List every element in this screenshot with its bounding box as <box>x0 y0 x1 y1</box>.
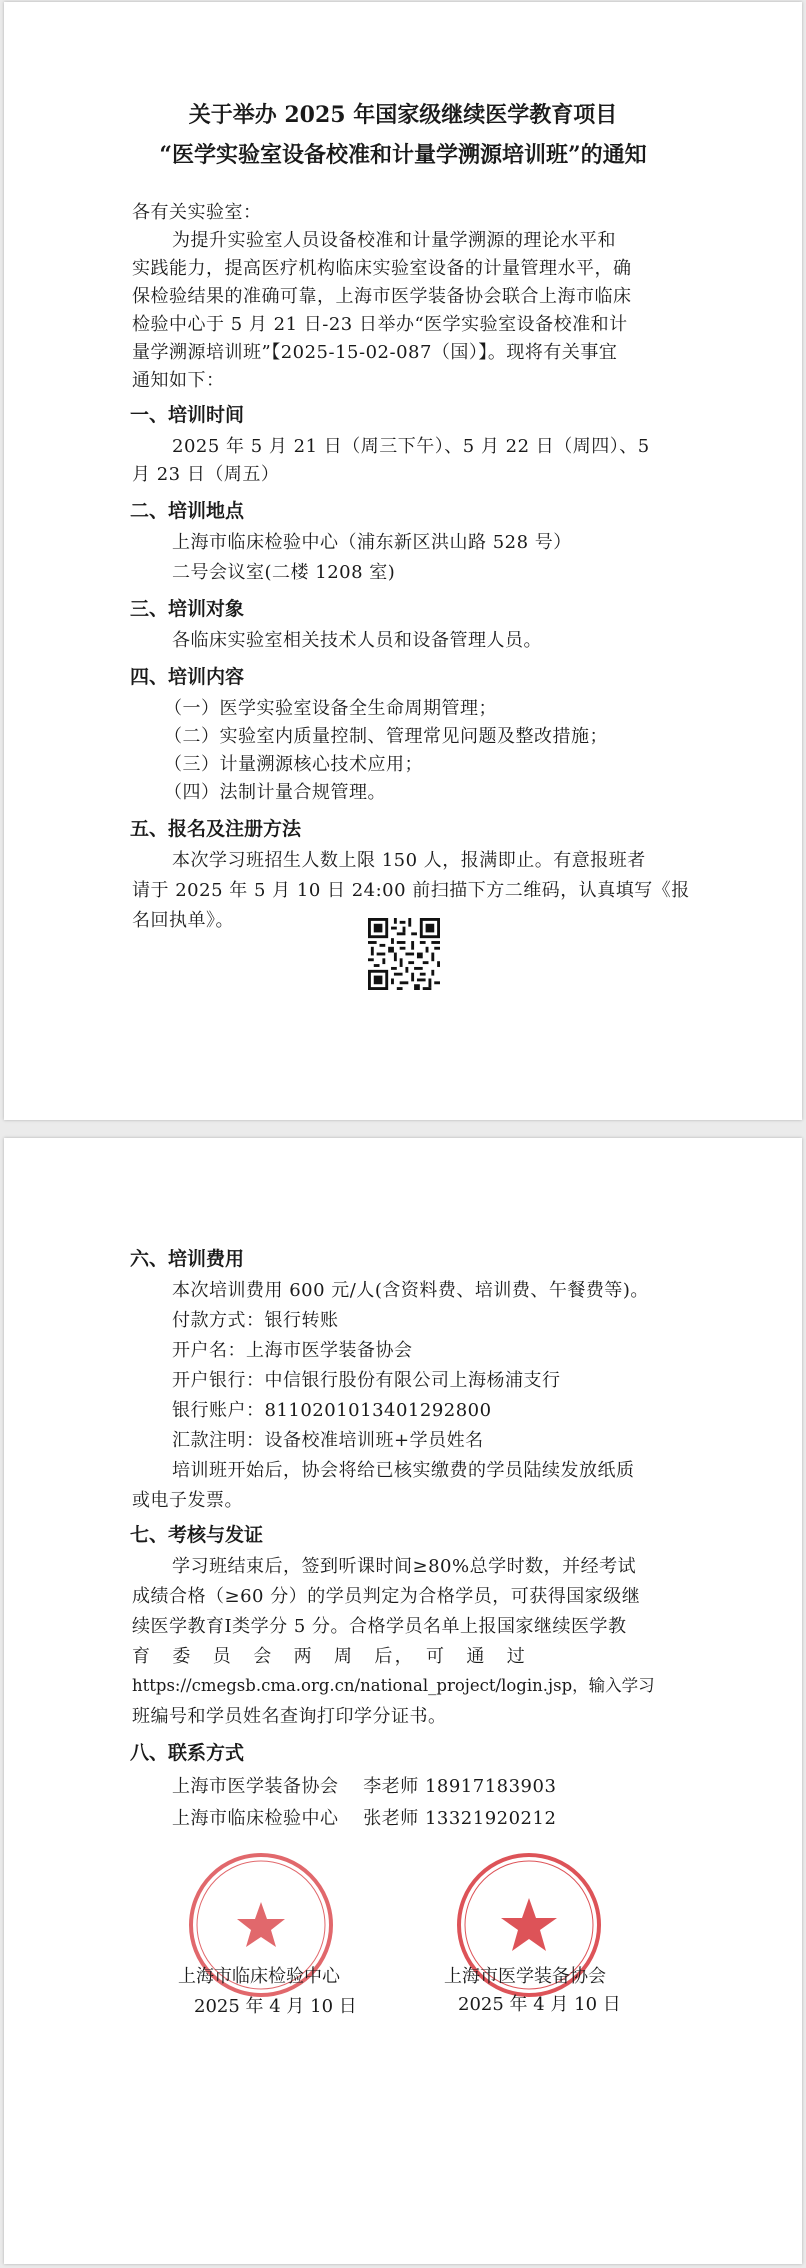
section-line: 成绩合格（≥60 分）的学员判定为合格学员，可获得国家级继 <box>132 1586 641 1607</box>
signature-org-right: 上海市医学装备协会 <box>444 1966 606 1987</box>
section-line: （一）医学实验室设备全生命周期管理； <box>164 698 497 719</box>
section-line: 汇款注明：设备校准培训班+学员姓名 <box>172 1430 484 1451</box>
section-line: 育 委 员 会 两 周 后， 可 通 过 <box>132 1646 527 1667</box>
intro-line-5: 量学溯源培训班”【2025-15-02-087（国）】。现将有关事宜 <box>132 342 618 363</box>
section-heading-registration: 五、报名及注册方法 <box>130 818 302 840</box>
document-page-1 <box>4 2 802 1120</box>
section-line: 班编号和学员姓名查询打印学分证书。 <box>132 1706 447 1727</box>
section-line: 开户银行：中信银行股份有限公司上海杨浦支行 <box>172 1370 561 1391</box>
section-line: （四）法制计量合规管理。 <box>164 782 386 803</box>
section-heading-content: 四、培训内容 <box>130 666 245 688</box>
section-line: 2025 年 5 月 21 日（周三下午）、5 月 22 日（周四）、5 <box>172 436 650 457</box>
section-line: 银行账户：8110201013401292800 <box>172 1400 492 1421</box>
title-line-2: “医学实验室设备校准和计量学溯源培训班”的通知 <box>159 142 647 168</box>
intro-line-6: 通知如下： <box>132 370 225 391</box>
signature-org-left: 上海市临床检验中心 <box>178 1966 340 1987</box>
salutation: 各有关实验室： <box>132 202 262 223</box>
login-url-line: https://cmegsb.cma.org.cn/national_project/login.jsp，输入学习 <box>132 1676 655 1695</box>
section-line: 上海市临床检验中心（浦东新区洪山路 528 号） <box>172 532 572 553</box>
section-line: 请于 2025 年 5 月 10 日 24:00 前扫描下方二维码，认真填写《报 <box>132 880 690 901</box>
document-page-2 <box>4 1138 802 2264</box>
section-line: 学习班结束后，签到听课时间≥80%总学时数，并经考试 <box>172 1556 637 1577</box>
section-line: 本次学习班招生人数上限 150 人，报满即止。有意报班者 <box>172 850 646 871</box>
section-line: 开户名：上海市医学装备协会 <box>172 1340 413 1361</box>
section-line: 续医学教育Ⅰ类学分 5 分。合格学员名单上报国家继续医学教 <box>132 1616 627 1637</box>
signature-date-right: 2025 年 4 月 10 日 <box>458 1994 621 2015</box>
section-line: 二号会议室(二楼 1208 室) <box>172 562 396 583</box>
section-line: （三）计量溯源核心技术应用； <box>164 754 423 775</box>
intro-line-2: 实践能力，提高医疗机构临床实验室设备的计量管理水平，确 <box>132 258 632 279</box>
section-heading-audience: 三、培训对象 <box>130 598 245 620</box>
section-heading-contact: 八、联系方式 <box>130 1742 245 1764</box>
contact-line-2: 上海市临床检验中心 张老师 13321920212 <box>172 1808 557 1829</box>
section-line: 培训班开始后，协会将给已核实缴费的学员陆续发放纸质 <box>172 1460 635 1481</box>
section-line: 名回执单》。 <box>132 910 234 931</box>
contact-line-1: 上海市医学装备协会 李老师 18917183903 <box>172 1776 557 1797</box>
section-heading-time: 一、培训时间 <box>130 404 245 426</box>
section-line: 本次培训费用 600 元/人(含资料费、培训费、午餐费等)。 <box>172 1280 649 1301</box>
signature-date-left: 2025 年 4 月 10 日 <box>194 1996 357 2017</box>
intro-line-3: 保检验结果的准确可靠，上海市医学装备协会联合上海市临床 <box>132 286 632 307</box>
qr-code-icon[interactable] <box>368 918 440 990</box>
section-line: 付款方式：银行转账 <box>172 1310 339 1331</box>
section-heading-location: 二、培训地点 <box>130 500 245 522</box>
intro-line-4: 检验中心于 5 月 21 日-23 日举办“医学实验室设备校准和计 <box>132 314 628 335</box>
section-line: 或电子发票。 <box>132 1490 243 1511</box>
section-heading-assessment: 七、考核与发证 <box>130 1524 264 1546</box>
section-line: （二）实验室内质量控制、管理常见问题及整改措施； <box>164 726 608 747</box>
section-line: 月 23 日（周五） <box>132 464 280 485</box>
section-line: 各临床实验室相关技术人员和设备管理人员。 <box>172 630 542 651</box>
title-line-1: 关于举办 2025 年国家级继续医学教育项目 <box>188 102 618 128</box>
section-heading-fee: 六、培训费用 <box>130 1248 245 1270</box>
intro-line-1: 为提升实验室人员设备校准和计量学溯源的理论水平和 <box>172 230 616 251</box>
